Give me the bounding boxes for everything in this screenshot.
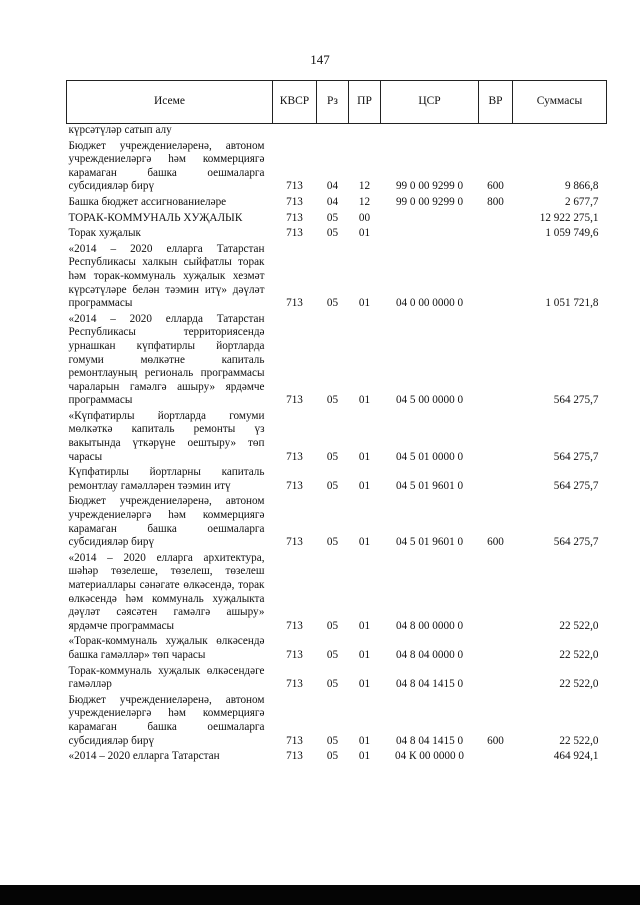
- row-vr-cell: [479, 408, 513, 464]
- row-name-cell: Күпфатирлы йортларны капиталь ремонтлау гамәлләрен тәэмин итү: [68, 466, 265, 492]
- row-sum-cell: 12 922 275,1: [539, 211, 599, 224]
- header-vr: ВР: [479, 81, 513, 124]
- budget-table: [66, 80, 607, 764]
- row-sum-cell: 564 275,7: [553, 450, 599, 463]
- row-rz-cell: 05: [326, 297, 339, 310]
- row-rz-cell: 05: [326, 450, 339, 463]
- table-row: [67, 692, 607, 748]
- row-kvsr-cell: 713: [286, 750, 303, 763]
- row-kvsr-cell: 713: [286, 678, 303, 691]
- row-vr-cell: [479, 241, 513, 311]
- row-sum-cell: 22 522,0: [559, 648, 599, 661]
- row-csr-cell: 04 5 01 0000 0: [395, 450, 464, 463]
- table-row: [67, 210, 607, 226]
- row-name-cell: ТОРАК-КОММУНАЛЬ ХУҖАЛЫК: [68, 211, 243, 224]
- row-csr-cell: 99 0 00 9299 0: [395, 180, 464, 193]
- header-kvsr: КВСР: [273, 81, 317, 124]
- row-csr-cell: 04 0 00 0000 0: [395, 297, 464, 310]
- row-pr-cell: 12: [358, 195, 371, 208]
- table-row: [67, 124, 607, 138]
- row-pr-cell: 01: [358, 297, 371, 310]
- table-row: [67, 633, 607, 662]
- row-kvsr-cell: 713: [286, 211, 303, 224]
- header-rz: Рз: [317, 81, 349, 124]
- table-row: [67, 550, 607, 634]
- row-pr-cell: 01: [358, 648, 371, 661]
- row-sum-cell: 1 051 721,8: [545, 297, 599, 310]
- row-rz-cell: 05: [326, 479, 339, 492]
- row-csr-cell: [381, 124, 479, 138]
- row-csr-cell: 04 8 04 0000 0: [395, 648, 464, 661]
- row-name-cell: «Торак-коммуналь хуҗалык өлкәсендә башка гамәлләр» төп чарасы: [68, 635, 265, 661]
- header-name: Исеме: [67, 81, 273, 124]
- row-name-cell: Башка бюджет ассигнованиеләре: [68, 195, 227, 208]
- row-name-cell: Торак хуҗалык: [68, 227, 141, 240]
- row-vr-cell: [479, 550, 513, 634]
- row-sum-cell: 9 866,8: [564, 180, 599, 193]
- row-kvsr-cell: 713: [286, 195, 303, 208]
- row-vr-cell: 600: [487, 734, 504, 747]
- row-sum-cell: 22 522,0: [559, 734, 599, 747]
- header-pr: ПР: [349, 81, 381, 124]
- table-row: [67, 194, 607, 210]
- row-vr-cell: [479, 124, 513, 138]
- row-rz-cell: 05: [326, 678, 339, 691]
- row-kvsr-cell: 713: [286, 619, 303, 632]
- row-name-cell: «2014 – 2020 елларга Татарстан: [68, 750, 220, 763]
- scan-bottom-edge: [0, 885, 640, 905]
- row-pr-cell: 01: [358, 227, 371, 240]
- table-row: [67, 225, 607, 241]
- row-csr-cell: 04 8 04 1415 0: [395, 734, 464, 747]
- table-row: [67, 408, 607, 464]
- row-csr-cell: 04 К 00 0000 0: [395, 750, 464, 763]
- table-row: [67, 663, 607, 692]
- row-name-cell: «2014 – 2020 елларда Татарстан Республикасы территориясендә урнашкан күпфатирлы йортларда гомуми мөлкәтне капиталь ремонтлауның региональ программасы чараларын гамәлгә ашыру» ярдәмче программасы: [68, 312, 265, 407]
- row-sum-cell: [513, 124, 607, 138]
- row-rz-cell: 05: [326, 648, 339, 661]
- row-vr-cell: 600: [487, 536, 504, 549]
- row-pr-cell: 01: [358, 619, 371, 632]
- table-row: [67, 241, 607, 311]
- row-vr-cell: [479, 663, 513, 692]
- row-vr-cell: [479, 748, 513, 764]
- row-rz-cell: 05: [326, 734, 339, 747]
- row-vr-cell: [479, 225, 513, 241]
- row-csr-cell: 04 5 01 9601 0: [395, 536, 464, 549]
- row-rz-cell: 04: [326, 195, 339, 208]
- row-name-cell: Торак-коммуналь хуҗалык өлкәсендәге гамәлләр: [68, 664, 265, 691]
- row-vr-cell: 600: [487, 180, 504, 193]
- row-kvsr-cell: 713: [286, 536, 303, 549]
- row-kvsr-cell: 713: [286, 394, 303, 407]
- row-vr-cell: 800: [487, 195, 504, 208]
- header-csr: ЦСР: [381, 81, 479, 124]
- row-pr-cell: 01: [358, 750, 371, 763]
- row-kvsr-cell: 713: [286, 734, 303, 747]
- row-kvsr-cell: [273, 124, 317, 138]
- table-header-row: [67, 81, 607, 124]
- row-kvsr-cell: 713: [286, 450, 303, 463]
- row-name-cell: «2014 – 2020 елларга архитектура, шәһәр төзелеше, төзелеш, төзелеш материаллары сәнәгате өлкәсендә, торак өлкәсендә һәм коммуналь хуҗалыкта дәүләт сәясәтен гамәлгә ашыру» ярдәмче программасы: [68, 551, 265, 632]
- row-rz-cell: 05: [326, 394, 339, 407]
- row-sum-cell: 1 059 749,6: [545, 227, 599, 240]
- row-pr-cell: 01: [358, 479, 371, 492]
- row-csr-cell: 04 8 00 0000 0: [395, 619, 464, 632]
- row-sum-cell: 564 275,7: [553, 479, 599, 492]
- row-kvsr-cell: 713: [286, 479, 303, 492]
- row-pr-cell: 01: [358, 450, 371, 463]
- row-sum-cell: 564 275,7: [553, 536, 599, 549]
- row-name-cell: Бюджет учреждениеләренә, автоном учреждениеләргә һәм коммерциягә карамаган башка оешмаларга субсидияләр бирү: [68, 495, 265, 549]
- row-csr-cell: [381, 210, 479, 226]
- row-pr-cell: 01: [358, 734, 371, 747]
- row-name-cell: Бюджет учреждениеләренә, автоном учреждениеләргә һәм коммерциягә карамаган башка оешмаларга субсидияләр бирү: [68, 139, 265, 193]
- row-sum-cell: 22 522,0: [559, 678, 599, 691]
- row-sum-cell: 2 677,7: [564, 195, 599, 208]
- row-pr-cell: 00: [358, 211, 371, 224]
- row-sum-cell: 464 924,1: [553, 750, 599, 763]
- row-csr-cell: 04 8 04 1415 0: [395, 678, 464, 691]
- row-vr-cell: [479, 210, 513, 226]
- row-name-cell: «Күпфатирлы йортларда гомуми мөлкәткә капиталь ремонты үз вакытында үткәрүне оештыру» төп чарасы: [68, 409, 265, 463]
- table-row: [67, 493, 607, 549]
- row-csr-cell: 04 5 01 9601 0: [395, 479, 464, 492]
- row-rz-cell: 05: [326, 536, 339, 549]
- row-sum-cell: 564 275,7: [553, 394, 599, 407]
- row-rz-cell: 05: [326, 619, 339, 632]
- row-pr-cell: 12: [358, 180, 371, 193]
- row-sum-cell: 22 522,0: [559, 619, 599, 632]
- row-rz-cell: [317, 124, 349, 138]
- row-name-cell: «2014 – 2020 елларга Татарстан Республикасы халкын сыйфатлы торак һәм торак-коммуналь хуҗалык хезмәт күрсәтүләре белән тәэмин итү» дәүләт программасы: [68, 242, 265, 310]
- table-row: [67, 748, 607, 764]
- row-csr-cell: 04 5 00 0000 0: [395, 394, 464, 407]
- page-number: 147: [310, 52, 330, 67]
- row-rz-cell: 05: [326, 227, 339, 240]
- table-row: [67, 311, 607, 408]
- row-vr-cell: [479, 311, 513, 408]
- row-vr-cell: [479, 464, 513, 493]
- row-kvsr-cell: 713: [286, 648, 303, 661]
- row-rz-cell: 04: [326, 180, 339, 193]
- row-pr-cell: 01: [358, 536, 371, 549]
- row-rz-cell: 05: [326, 750, 339, 763]
- row-name-cell: Бюджет учреждениеләренә, автоном учреждениеләргә һәм коммерциягә карамаган башка оешмаларга субсидияләр бирү: [68, 693, 265, 747]
- row-rz-cell: 05: [326, 211, 339, 224]
- row-name-cell: күрсәтүләр сатып алу: [68, 124, 172, 136]
- table-row: [67, 138, 607, 194]
- row-vr-cell: [479, 633, 513, 662]
- row-kvsr-cell: 713: [286, 227, 303, 240]
- row-pr-cell: 01: [358, 678, 371, 691]
- header-sum: Суммасы: [513, 81, 607, 124]
- row-kvsr-cell: 713: [286, 297, 303, 310]
- table-body: [67, 124, 607, 764]
- table-row: [67, 464, 607, 493]
- row-pr-cell: 01: [358, 394, 371, 407]
- row-csr-cell: [381, 225, 479, 241]
- row-csr-cell: 99 0 00 9299 0: [395, 195, 464, 208]
- row-kvsr-cell: 713: [286, 180, 303, 193]
- row-pr-cell: [349, 124, 381, 138]
